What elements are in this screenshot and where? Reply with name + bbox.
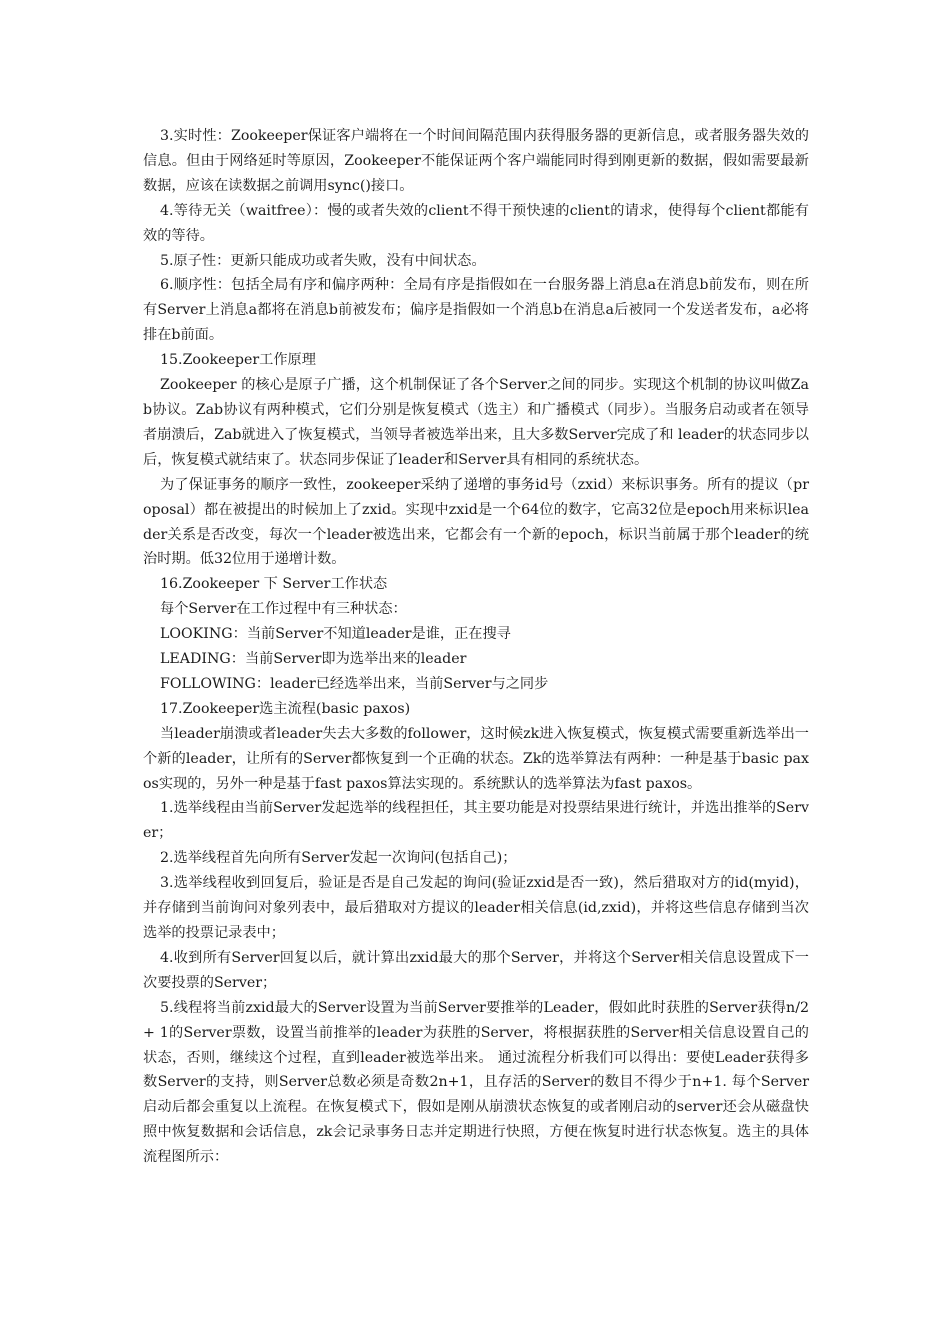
paragraph-election-intro: 当leader崩溃或者leader失去大多数的follower，这时候zk进入恢复模式，恢复模式需要重新选举出一个新的leader，让所有的Server都恢复到一个正确的状态。Zk的选举算法有两种：一种是基于basic paxos实现的，另外一种是基于fast paxos算法实现的。系统默认的选举算法为fast paxos。 (143, 725, 809, 792)
state-following: FOLLOWING：leader已经选举出来，当前Server与之同步 (160, 675, 549, 692)
paragraph-three-states: 每个Server在工作过程中有三种状态： (160, 601, 407, 618)
election-step-2: 2.选举线程首先向所有Server发起一次询问(包括自己)； (160, 850, 517, 867)
paragraph-waitfree: 4.等待无关（waitfree）：慢的或者失效的client不得干预快速的client的请求，使得每个client都能有效的等待。 (143, 202, 809, 244)
document-body (143, 124, 809, 1170)
state-looking: LOOKING：当前Server不知道leader是谁，正在搜寻 (160, 626, 511, 643)
paragraph-atomicity: 5.原子性：更新只能成功或者失败，没有中间状态。 (160, 252, 486, 269)
election-step-4: 4.收到所有Server回复以后，就计算出zxid最大的那个Server，并将这个Server相关信息设置成下一次要投票的Server； (143, 949, 809, 991)
paragraph-ordering: 6.顺序性：包括全局有序和偏序两种：全局有序是指假如在一台服务器上消息a在消息b前发布，则在所有Server上消息a都将在消息b前被发布；偏序是指假如一个消息b在消息a后被同一个发送者发布，a必将排在b前面。 (143, 277, 809, 344)
paragraph-zab: Zookeeper 的核心是原子广播，这个机制保证了各个Server之间的同步。实现这个机制的协议叫做Zab协议。Zab协议有两种模式，它们分别是恢复模式（选主）和广播模式（同步）。当服务启动或者在领导者崩溃后，Zab就进入了恢复模式，当领导者被选举出来，且大多数Server完成了和 leader的状态同步以后，恢复模式就结束了。状态同步保证了leader和Server具有相同的系统状态。 (143, 377, 809, 468)
election-step-3: 3.选举线程收到回复后，验证是否是自己发起的询问(验证zxid是否一致)，然后猎取对方的id(myid)，并存储到当前询问对象列表中，最后猎取对方提议的leader相关信息(id,zxid)，并将这些信息存储到当次选举的投票记录表中； (143, 875, 809, 941)
heading-16: 16.Zookeeper 下 Server工作状态 (160, 576, 388, 593)
heading-17: 17.Zookeeper选主流程(basic paxos) (160, 700, 411, 717)
heading-15: 15.Zookeeper工作原理 (160, 352, 316, 369)
state-leading: LEADING：当前Server即为选举出来的leader (160, 651, 467, 668)
paragraph-zxid: 为了保证事务的顺序一致性，zookeeper采纳了递增的事务id号（zxid）来标识事务。所有的提议（proposal）都在被提出的时候加上了zxid。实现中zxid是一个64位的数字，它高32位是epoch用来标识leader关系是否改变，每次一个leader被选出来，它都会有一个新的epoch，标识当前属于那个leader的统治时期。低32位用于递增计数。 (143, 476, 809, 568)
election-step-1: 1.选举线程由当前Server发起选举的线程担任，其主要功能是对投票结果进行统计，并选出推举的Server； (143, 800, 809, 842)
election-step-5: 5.线程将当前zxid最大的Server设置为当前Server要推举的Leader，假如此时获胜的Server获得n/2 + 1的Server票数，设置当前推举的leader为获胜的Server，将根据获胜的Server相关信息设置自己的状态，否则，继续这个过程，直到leader被选举出来。 通过流程分析我们可以得出：要使Leader获得多数Server的支持，则Server总数必须是奇数2n+1，且存活的Server的数目不得少于n+1. 每个Server启动后都会重复以上流程。在恢复模式下，假如是刚从崩溃状态恢复的或者刚启动的server还会从磁盘快照中恢复数据和会话信息，zk会记录事务日志并定期进行快照，方便在恢复时进行状态恢复。选主的具体流程图所示： (143, 999, 809, 1166)
paragraph-realtime: 3.实时性：Zookeeper保证客户端将在一个时间间隔范围内获得服务器的更新信息，或者服务器失效的信息。但由于网络延时等原因，Zookeeper不能保证两个客户端能同时得到刚更新的数据，假如需要最新数据，应该在读数据之前调用sync()接口。 (143, 128, 809, 194)
